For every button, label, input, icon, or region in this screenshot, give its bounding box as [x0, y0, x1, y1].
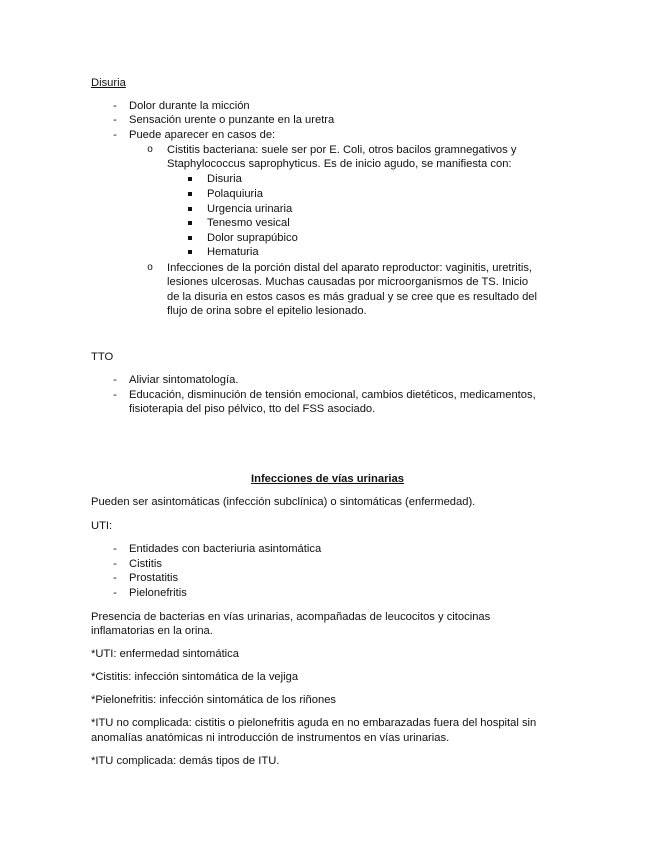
- square-bullet-icon: [188, 207, 192, 211]
- tto-item-2-line-1: Educación, disminución de tensión emocional, cambios dietéticos, medicamentos,: [129, 389, 536, 401]
- tto-heading: TTO: [91, 351, 114, 363]
- square-bullet-icon: [188, 221, 192, 225]
- dash-marker: -: [113, 572, 117, 584]
- sub1-line-1: Cistitis bacteriana: suele ser por E. Coli, otros bacilos gramnegativos y: [167, 144, 517, 156]
- uti-item: Prostatitis: [129, 572, 179, 584]
- disuria-item-2: Sensación urente o punzante en la uretra: [129, 114, 335, 126]
- uti-item: Entidades con bacteriuria asintomática: [129, 543, 322, 555]
- disuria-item-3: Puede aparecer en casos de:: [129, 129, 276, 141]
- definition-pielonefritis: *Pielonefritis: infección sintomática de los riñones: [91, 694, 337, 706]
- disuria-heading: Disuria: [91, 77, 126, 89]
- definition-uti: *UTI: enfermedad sintomática: [91, 648, 239, 660]
- circle-marker: o: [147, 262, 153, 273]
- symptom-item: Hematuria: [207, 246, 259, 258]
- tto-item-2-line-2: fisioterapia del piso pélvico, tto del FSS asociado.: [129, 403, 376, 415]
- dash-marker: -: [113, 374, 117, 386]
- presence-line-2: inflamatorias en la orina.: [91, 625, 213, 637]
- square-bullet-icon: [188, 177, 192, 181]
- sub2-line-2: lesiones ulcerosas. Muchas causadas por microorganismos de TS. Inicio: [167, 276, 529, 288]
- sub2-line-1: Infecciones de la porción distal del aparato reproductor: vaginitis, uretritis,: [167, 262, 533, 274]
- uti-label: UTI:: [91, 520, 113, 532]
- symptom-item: Dolor suprapúbico: [207, 232, 298, 244]
- square-bullet-icon: [188, 192, 192, 196]
- uti-item: Pielonefritis: [129, 587, 187, 599]
- symptom-item: Polaquiuria: [207, 188, 263, 200]
- symptom-item: Urgencia urinaria: [207, 203, 293, 215]
- sub2-line-3: de la disuria en estos casos es más gradual y se cree que es resultado del: [167, 291, 538, 303]
- sub1-line-2: Staphylococcus saprophyticus. Es de inicio agudo, se manifiesta con:: [167, 158, 512, 170]
- square-bullet-icon: [188, 236, 192, 240]
- dash-marker: -: [113, 129, 117, 141]
- dash-marker: -: [113, 114, 117, 126]
- dash-marker: -: [113, 558, 117, 570]
- square-bullet-icon: [188, 250, 192, 254]
- definition-complicada: *ITU complicada: demás tipos de ITU.: [91, 755, 280, 767]
- definition-no-complicada-line-1: *ITU no complicada: cistitis o pielonefritis aguda en no embarazadas fuera del hospital sin: [91, 717, 537, 729]
- circle-marker: o: [147, 144, 153, 155]
- disuria-item-1: Dolor durante la micción: [129, 100, 250, 112]
- dash-marker: -: [113, 587, 117, 599]
- dash-marker: -: [113, 543, 117, 555]
- dash-marker: -: [113, 100, 117, 112]
- symptom-item: Tenesmo vesical: [207, 217, 290, 229]
- presence-line-1: Presencia de bacterias en vías urinarias, acompañadas de leucocitos y citocinas: [91, 611, 491, 623]
- definition-cistitis: *Cistitis: infección sintomática de la vejiga: [91, 671, 299, 683]
- symptom-item: Disuria: [207, 173, 242, 185]
- dash-marker: -: [113, 389, 117, 401]
- sub2-line-4: flujo de orina sobre el epitelio lesionado.: [167, 305, 367, 317]
- section-title: Infecciones de vías urinarias: [251, 473, 404, 485]
- itu-intro: Pueden ser asintomáticas (infección subclínica) o sintomáticas (enfermedad).: [91, 496, 476, 508]
- tto-item-1: Aliviar sintomatología.: [129, 374, 239, 386]
- uti-item: Cistitis: [129, 558, 162, 570]
- definition-no-complicada-line-2: anomalías anatómicas ni introducción de instrumentos en vías urinarias.: [91, 732, 450, 744]
